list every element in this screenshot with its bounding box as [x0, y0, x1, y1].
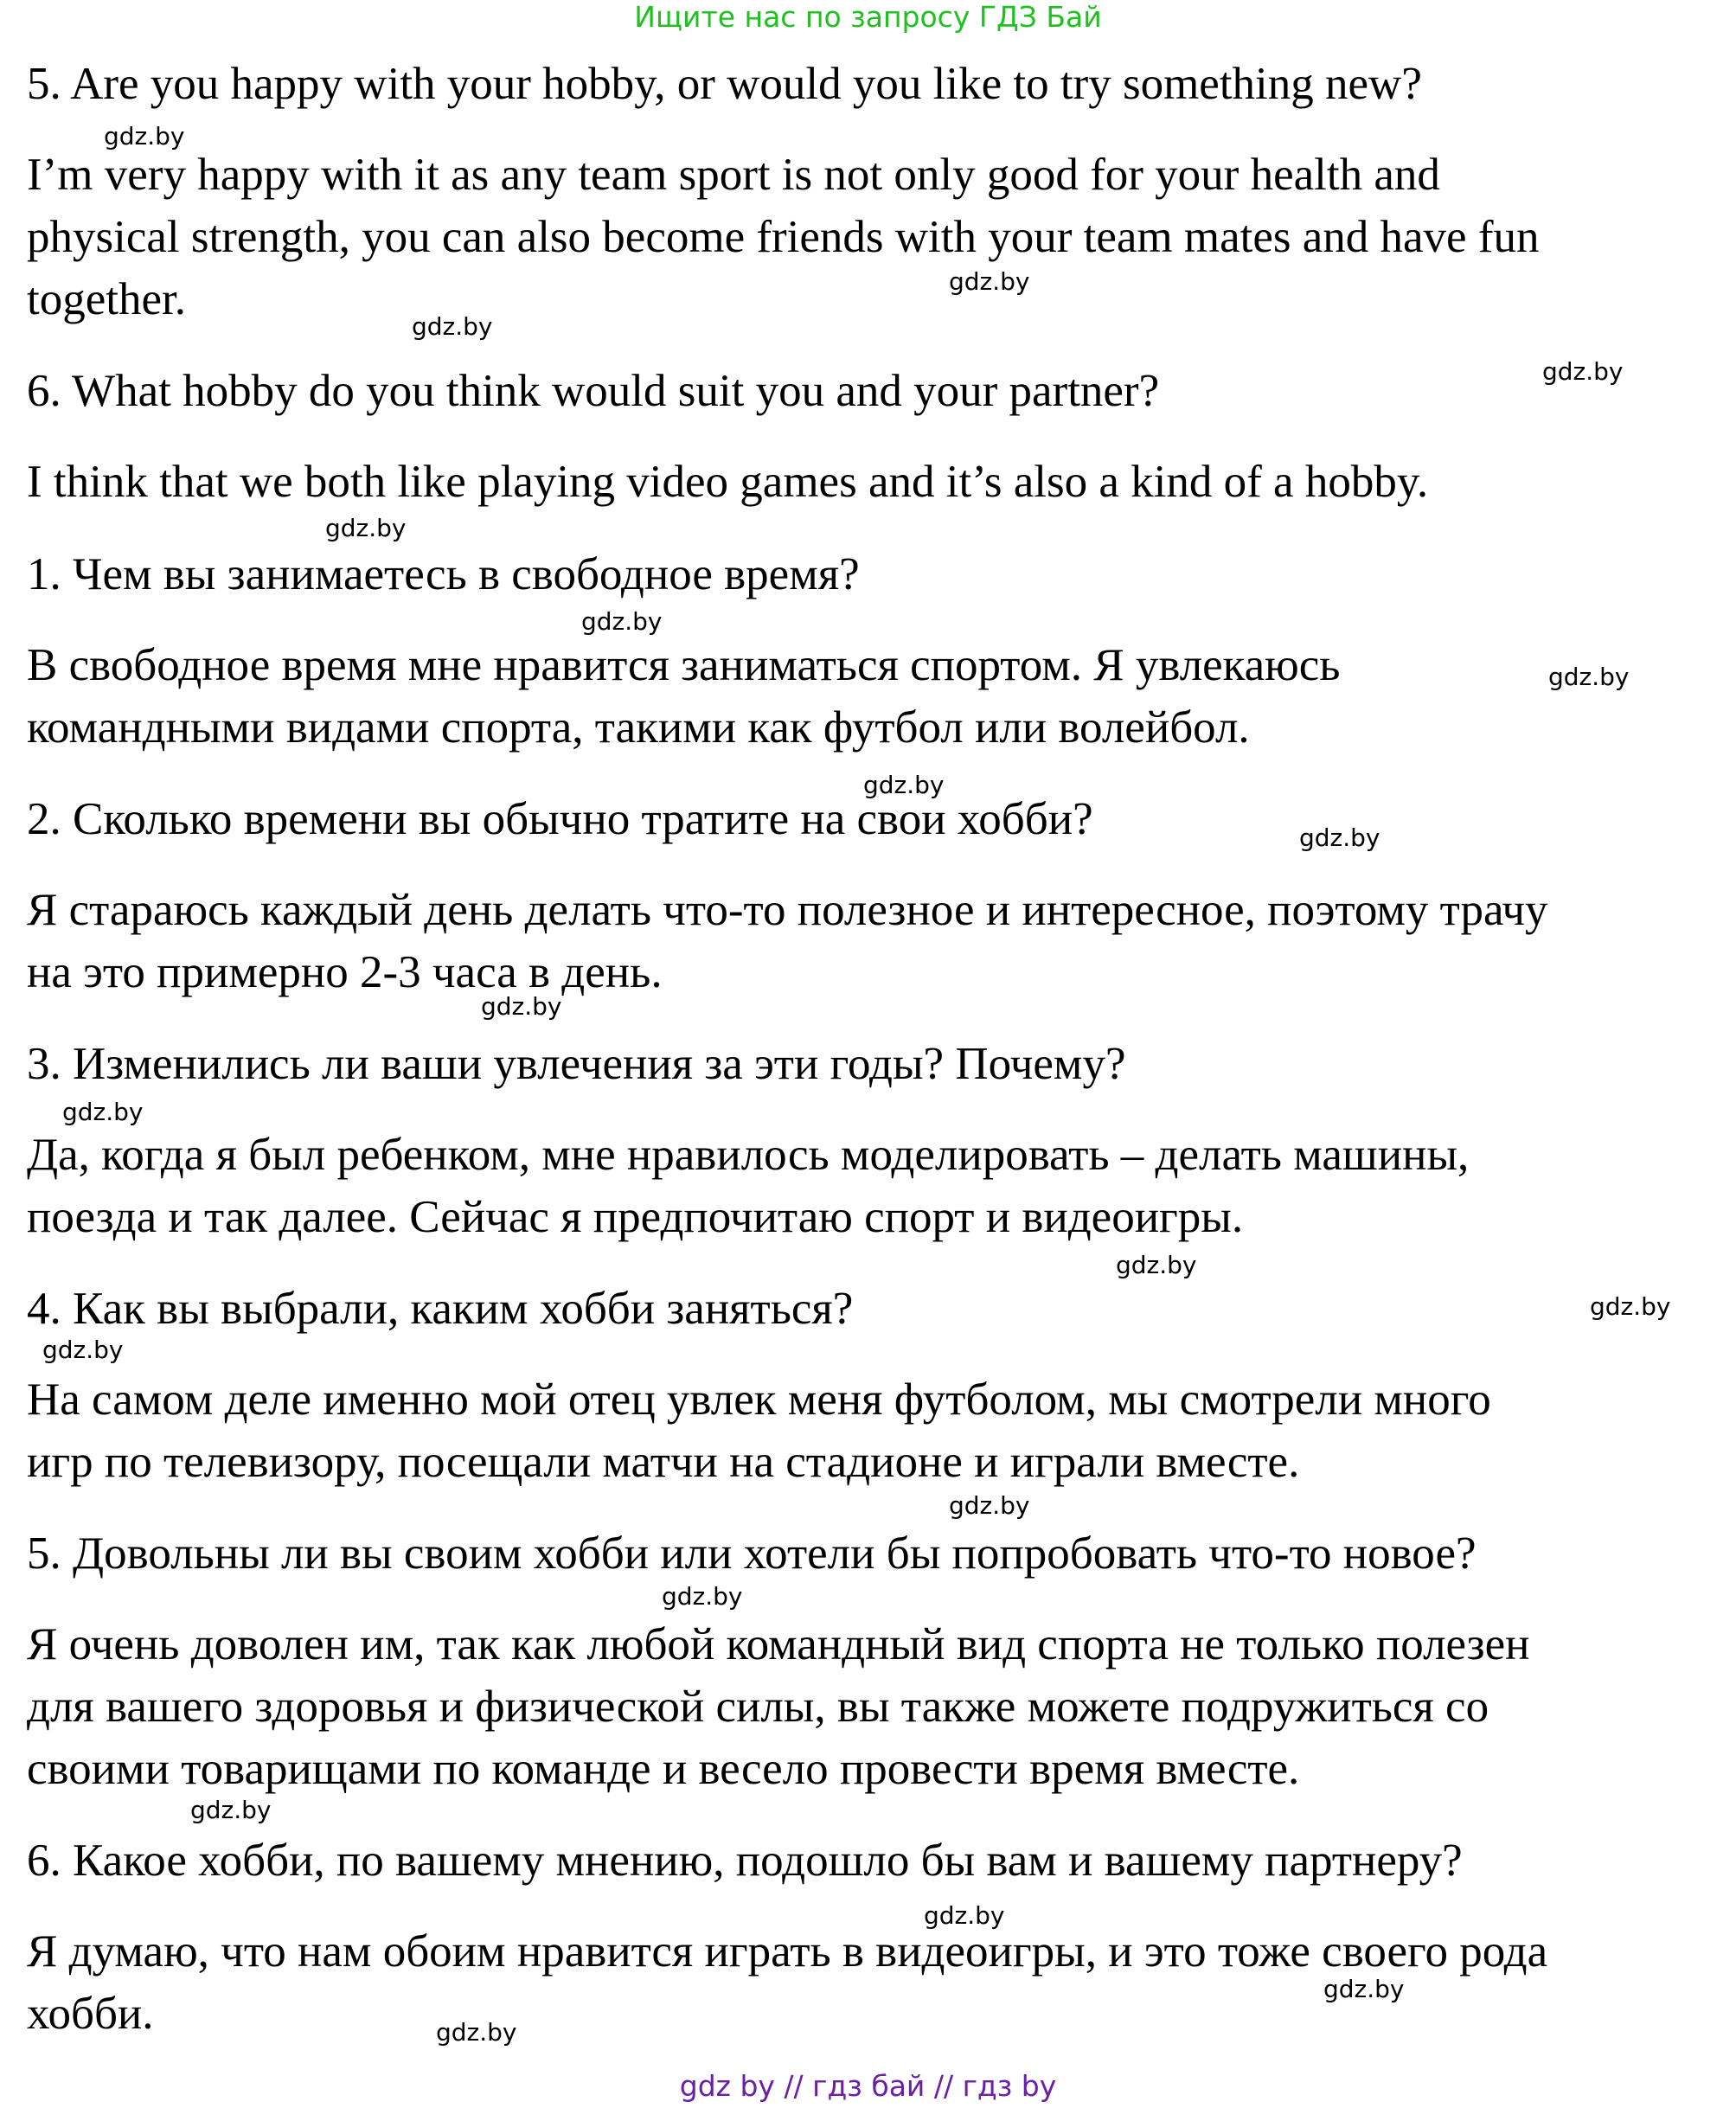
text-line: 2. Сколько времени вы обычно тратите на свои хобби?: [27, 794, 1093, 844]
text-line: 6. What hobby do you think would suit you and your partner?: [27, 366, 1160, 416]
text-line: 1. Чем вы занимаетесь в свободное время?: [27, 549, 860, 599]
footer-site-links[interactable]: gdz by // гдз бай // гдз by: [679, 2069, 1057, 2103]
answer-en-6: [27, 451, 1428, 513]
text-line: хобби.: [27, 1989, 154, 2039]
watermark: gdz.by: [325, 514, 407, 542]
text-line: 6. Какое хобби, по вашему мнению, подошло бы вам и вашему партнеру?: [27, 1836, 1463, 1886]
text-line: командными видами спорта, такими как футбол или волейбол.: [27, 702, 1250, 753]
watermark: gdz.by: [1590, 1292, 1671, 1321]
watermark: gdz.by: [190, 1796, 272, 1824]
text-line: 3. Изменились ли ваши увлечения за эти годы? Почему?: [27, 1039, 1126, 1089]
question-ru-6: [27, 1829, 1463, 1892]
watermark: gdz.by: [1323, 1975, 1405, 2003]
watermark: gdz.by: [412, 312, 493, 341]
search-hint-link[interactable]: Ищите нас по запросу ГДЗ Бай: [634, 0, 1102, 34]
text-line: Я стараюсь каждый день делать что-то полезное и интересное, поэтому трачу: [27, 885, 1548, 935]
answer-ru-6: [27, 1920, 1547, 2045]
watermark: gdz.by: [62, 1098, 144, 1126]
text-line: I’m very happy with it as any team sport is not only good for your health and: [27, 150, 1440, 200]
watermark: gdz.by: [662, 1582, 743, 1611]
watermark: gdz.by: [481, 992, 562, 1021]
answer-ru-5: [27, 1613, 1530, 1800]
text-line: В свободное время мне нравится заниматься спортом. Я увлекаюсь: [27, 640, 1341, 690]
question-en-6: [27, 360, 1159, 422]
text-line: Я думаю, что нам обоим нравится играть в видеоигры, и это тоже своего рода: [27, 1926, 1548, 1977]
question-en-5: [27, 53, 1422, 115]
watermark: gdz.by: [1542, 357, 1624, 386]
watermark: gdz.by: [104, 122, 185, 151]
watermark: gdz.by: [924, 1901, 1005, 1930]
answer-en-5: [27, 144, 1539, 330]
watermark: gdz.by: [1548, 663, 1630, 691]
question-ru-5: [27, 1522, 1477, 1585]
watermark: gdz.by: [581, 607, 663, 636]
watermark: gdz.by: [863, 771, 945, 799]
watermark: gdz.by: [1116, 1251, 1197, 1279]
watermark: gdz.by: [1299, 823, 1380, 852]
text-line: На самом деле именно мой отец увлек меня футболом, мы смотрели много: [27, 1374, 1491, 1425]
watermark: gdz.by: [436, 2018, 517, 2047]
answer-ru-4: [27, 1368, 1491, 1493]
watermark: gdz.by: [949, 1491, 1030, 1520]
text-line: Я очень доволен им, так как любой командный вид спорта не только полезен: [27, 1619, 1530, 1669]
answer-ru-1: [27, 634, 1340, 759]
watermark: gdz.by: [949, 267, 1030, 296]
text-line: 4. Как вы выбрали, каким хобби заняться?: [27, 1284, 854, 1334]
text-line: 5. Are you happy with your hobby, or would you like to try something new?: [27, 59, 1422, 109]
text-line: 5. Довольны ли вы своим хобби или хотели бы попробовать что-то новое?: [27, 1528, 1477, 1579]
text-line: I think that we both like playing video games and it’s also a kind of a hobby.: [27, 457, 1429, 507]
question-ru-1: [27, 543, 860, 605]
watermark: gdz.by: [42, 1336, 124, 1364]
text-line: на это примерно 2-3 часа в день.: [27, 947, 663, 997]
text-line: поезда и так далее. Сейчас я предпочитаю спорт и видеоигры.: [27, 1192, 1244, 1242]
text-line: together.: [27, 274, 186, 324]
text-line: для вашего здоровья и физической силы, вы также можете подружиться со: [27, 1682, 1489, 1732]
question-ru-3: [27, 1033, 1125, 1095]
answer-ru-3: [27, 1124, 1469, 1248]
text-line: physical strength, you can also become friends with your team mates and have fun: [27, 212, 1540, 262]
text-line: своими товарищами по команде и весело провести время вместе.: [27, 1744, 1300, 1794]
question-ru-4: [27, 1278, 853, 1340]
answer-ru-2: [27, 879, 1548, 1003]
text-line: Да, когда я был ребенком, мне нравилось моделировать – делать машины,: [27, 1130, 1470, 1180]
text-line: игр по телевизору, посещали матчи на стадионе и играли вместе.: [27, 1437, 1300, 1487]
